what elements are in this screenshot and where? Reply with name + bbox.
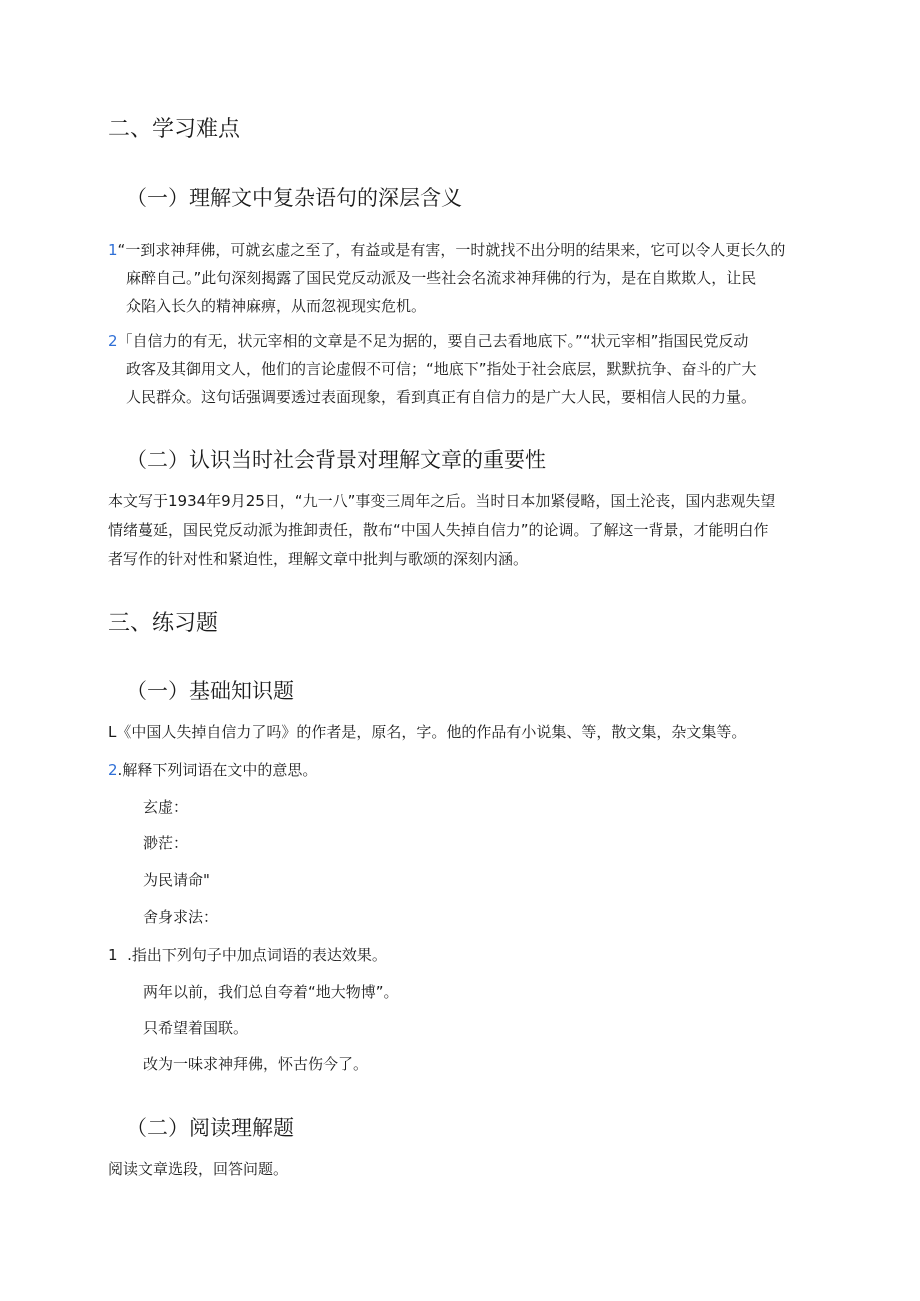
subsection-3-1-heading: （一）基础知识题 — [126, 679, 294, 703]
list-item-continuation: 麻醉自己。”此句深刻揭露了国民党反动派及一些社会名流求神拜佛的行为，是在自欺欺人，让民 — [126, 269, 757, 287]
item-number: 1 — [108, 241, 118, 259]
paragraph-line: 本文写于1934年9月25日，“九一八”事变三周年之后。当时日本加紧侵略，国土沦丧，国内悲观失望 — [108, 492, 776, 510]
term-item: 舍身求法： — [143, 908, 219, 926]
item-text: .解释下列词语在文中的意思。 — [117, 761, 318, 779]
sentence-item: 改为一味求神拜佛，怀古伤今了。 — [143, 1055, 369, 1073]
list-item-continuation: 人民群众。这句话强调要透过表面现象，看到真正有自信力的是广大人民，要相信人民的力量。 — [126, 388, 757, 406]
paragraph-line: 阅读文章选段，回答问题。 — [108, 1160, 289, 1178]
item-number: 2 — [108, 761, 118, 779]
subsection-3-2-heading: （二）阅读理解题 — [126, 1116, 294, 1140]
paragraph-line: 情绪蔓延，国民党反动派为推卸责任，散布“中国人失掉自信力”的论调。了解这一背景，才能明白作 — [108, 521, 769, 539]
paragraph-line: 者写作的针对性和紧迫性，理解文章中批判与歌颂的深刻内涵。 — [108, 550, 529, 568]
term-item: 渺茫： — [143, 834, 189, 852]
section-3-heading: 三、练习题 — [108, 611, 219, 636]
question-3 — [108, 941, 387, 969]
sentence-item: 两年以前，我们总自夸着“地大物博”。 — [143, 983, 399, 1001]
item-number: 2 — [108, 332, 118, 350]
subsection-2-2-heading: （二）认识当时社会背景对理解文章的重要性 — [126, 448, 546, 472]
term-item: 为民请命" — [143, 871, 210, 889]
question-2 — [108, 756, 317, 784]
subsection-2-1-heading: （一）理解文中复杂语句的深层含义 — [126, 186, 462, 210]
item-text: .指出下列句子中加点词语的表达效果。 — [117, 946, 387, 964]
term-item: 玄虚： — [143, 798, 189, 816]
item-number: 1 — [108, 946, 118, 964]
list-item — [108, 327, 748, 355]
list-item — [108, 236, 785, 264]
list-item-continuation: 众陷入长久的精神麻痹，从而忽视现实危机。 — [126, 297, 427, 315]
list-item-continuation: 政客及其御用文人，他们的言论虚假不可信；“地底下”指处于社会底层，默默抗争、奋斗的广大 — [126, 360, 757, 378]
section-2-heading: 二、学习难点 — [108, 117, 241, 142]
item-text: 「自信力的有无，状元宰相的文章是不足为据的，要自己去看地底下。”“状元宰相”指国民党反动 — [117, 332, 749, 350]
question-1: L《中国人失掉自信力了吗》的作者是，原名，字。他的作品有小说集、等，散文集，杂文集等。 — [108, 723, 747, 741]
item-text: “一到求神拜佛，可就玄虚之至了，有益或是有害，一时就找不出分明的结果来，它可以令人更长久的 — [117, 241, 786, 259]
sentence-item: 只希望着国联。 — [143, 1019, 249, 1037]
